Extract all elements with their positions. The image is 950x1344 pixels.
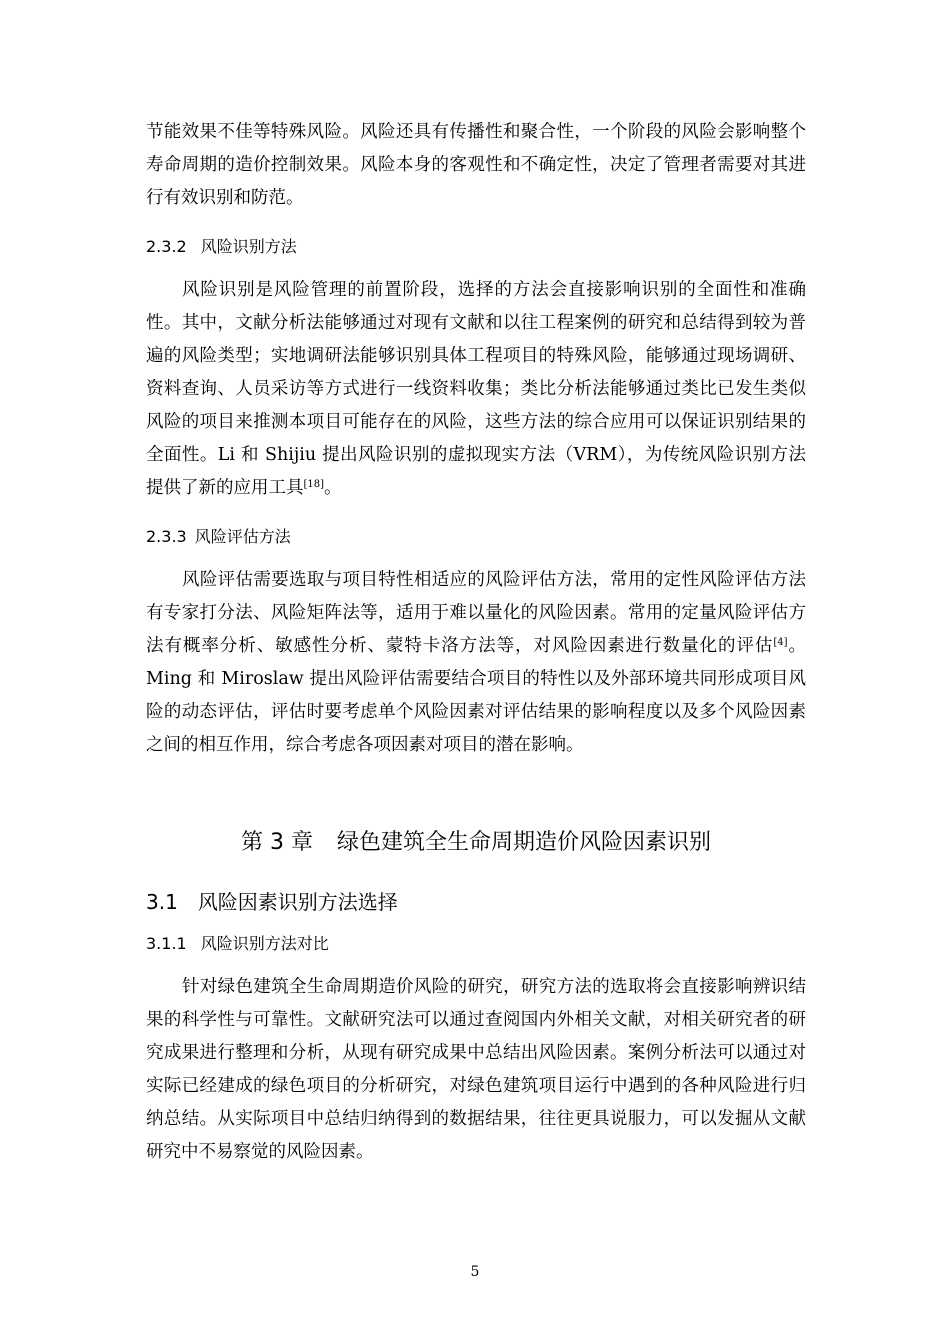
paragraph-text: 风险评估需要选取与项目特性相适应的风险评估方法，常用的定性风险评估方法有专家打分法、风险矩阵法等，适用于难以量化的风险因素。常用的定量风险评估方法有概率分析、敏感性分析、蒙特卡洛方法等，对风险因素进行数量化的评估 [146, 570, 806, 656]
section-title: 风险评估方法 [194, 527, 291, 546]
section-title: 风险识别方法 [200, 237, 297, 256]
section-title: 风险因素识别方法选择 [197, 890, 398, 914]
section-number: 2.3.2 [146, 237, 187, 256]
paragraph-text: 风险识别是风险管理的前置阶段，选择的方法会直接影响识别的全面性和准确性。其中，文献分析法能够通过对现有文献和以往工程案例的研究和总结得到较为普遍的风险类型；实地调研法能够识别具体工程项目的特殊风险，能够通过现场调研、资料查询、人员采访等方式进行一线资料收集；类比分析法能够通过类比已发生类似风险的项目来推测本项目可能存在的风险，这些方法的综合应用可以保证识别结果的全面性。Li 和 Shijiu 提出风险识别的虚拟现实方法（VRM），为传统风险识别方法提供了新的应用工具 [146, 280, 806, 498]
section-number: 3.1.1 [146, 934, 187, 953]
section-heading-2-3-2 [146, 235, 806, 259]
citation-ref[interactable]: [4] [773, 637, 788, 648]
page-number: 5 [470, 1264, 480, 1280]
section-number: 2.3.3 [146, 527, 187, 546]
paragraph-method-comparison: 针对绿色建筑全生命周期造价风险的研究，研究方法的选取将会直接影响辨识结果的科学性与可靠性。文献研究法可以通过查阅国内外相关文献，对相关研究者的研究成果进行整理和分析，从现有研究成果中总结出风险因素。案例分析法可以通过对实际已经建成的绿色项目的分析研究，对绿色建筑项目运行中遇到的各种风险进行归纳总结。从实际项目中总结归纳得到的数据结果，往往更具说服力，可以发掘从文献研究中不易察觉的风险因素。 [146, 977, 806, 1162]
section-heading-2-3-3 [146, 525, 806, 549]
chapter-number: 第 3 章 [241, 830, 313, 855]
paragraph-risk-identification [146, 274, 806, 505]
section-heading-3-1-1 [146, 932, 806, 956]
paragraph-text: 。 [324, 478, 342, 498]
paragraph-continued: 节能效果不佳等特殊风险。风险还具有传播性和聚合性，一个阶段的风险会影响整个寿命周期的造价控制效果。风险本身的客观性和不确定性，决定了管理者需要对其进行有效识别和防范。 [146, 122, 806, 208]
section-heading-3-1 [146, 888, 806, 916]
section-title: 风险识别方法对比 [200, 934, 329, 953]
citation-ref[interactable]: [18] [303, 479, 325, 490]
chapter-heading [146, 828, 806, 858]
paragraph-text: 。Ming 和 Miroslaw 提出风险评估需要结合项目的特性以及外部环境共同形成项目风险的动态评估，评估时要考虑单个风险因素对评估结果的影响程度以及多个风险因素之间的相互作用，综合考虑各项因素对项目的潜在影响。 [146, 636, 806, 755]
paragraph-risk-assessment [146, 564, 806, 762]
chapter-title: 绿色建筑全生命周期造价风险因素识别 [336, 830, 711, 855]
document-page [146, 116, 806, 1169]
section-number: 3.1 [146, 890, 178, 914]
